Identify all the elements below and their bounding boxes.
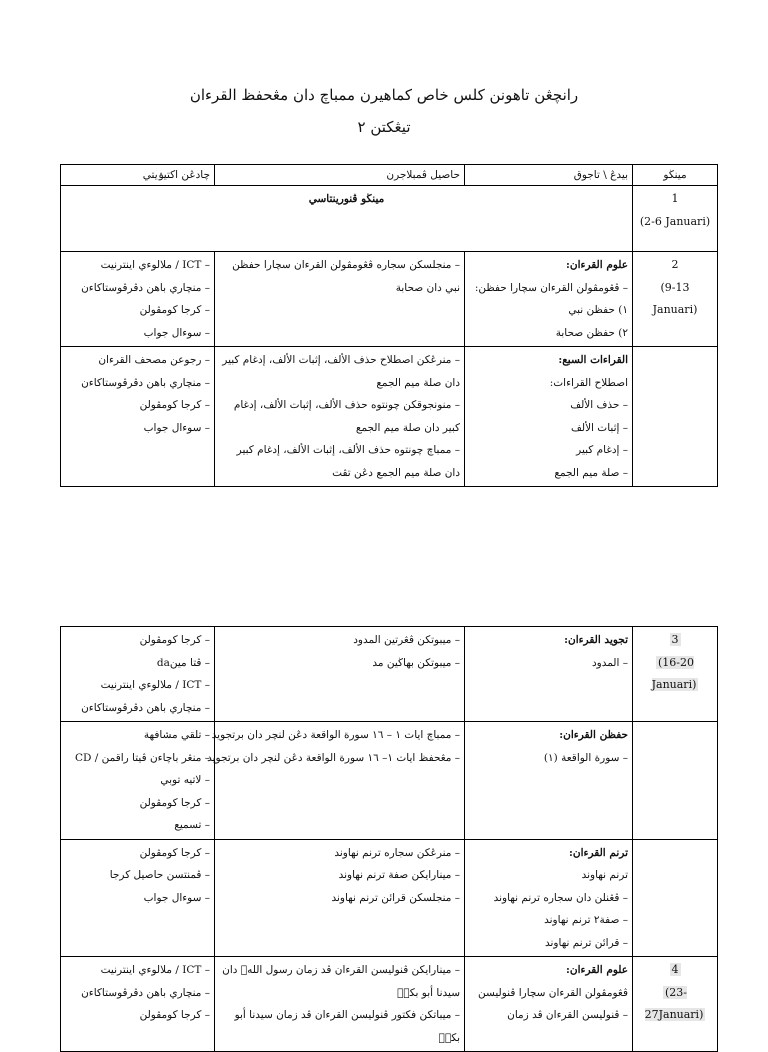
- scheme-table-page-2: [60, 626, 718, 1052]
- table-row: [61, 186, 718, 252]
- unit-cell: تجويد القرءان: – المدود: [465, 627, 633, 722]
- outcome-cell: – منرڠكن اصطلاح حذف الألف، إثبات الألف، إدغام كبير دان صلة ميم الجمع – منونجوقكن چونتوه حذف الألف، إثبات الألف، إدغام كبير دان صلة ميم الجمع – ممباچ چونتوه حذف الألف، إثبات الألف، إدغام كبير دان صلة ميم الجمع دڠن تڤت: [215, 347, 465, 487]
- week-cell: [633, 839, 718, 957]
- activity-cell: – رجوعن مصحف القرءان – منچاري باهن دڤرڤوستاكاءن – كرجا كومڤولن – سوءال جواب: [61, 347, 215, 487]
- outcome-cell: – مينارايكن ڤنوليسن القرءان ڤد زمان رسول اللهﷺ دان سيدنا أبو بكرؓ – ميباتكن فكتور ڤنوليسن القرءان ڤد زمان سيدنا أبو بكرؓ: [215, 957, 465, 1052]
- unit-cell: حفظن القرءان: – سورة الواقعة (١): [465, 722, 633, 840]
- document-subtitle: تيڠكتن ٢: [357, 118, 411, 136]
- outcome-cell: – ميبوتكن ڤڠرتين المدود – ميبوتكن بهاڬين مد: [215, 627, 465, 722]
- table-header-row: [61, 165, 718, 186]
- orientation-cell: مينڬو ڤنورينتاسي: [61, 186, 633, 252]
- table-row: [61, 957, 718, 1052]
- outcome-cell: – منرڠكن سجاره ترنم نهاوند – مينارايكن صفة ترنم نهاوند – منجلسكن قرائن ترنم نهاوند: [215, 839, 465, 957]
- week-cell: [633, 722, 718, 840]
- outcome-cell: – ممباچ ايات ١ – ١٦ سورة الواقعة دڠن لنچر دان برتجويد – مڠحفظ ايات ١– ١٦ سورة الواقعة دڠن لنچر دان برتجويد: [215, 722, 465, 840]
- unit-cell: القراءات السبع: اصطلاح القراءات: – حذف الألف – إثبات الألف – إدغام كبير – صلة ميم الجمع: [465, 347, 633, 487]
- table-row: [61, 839, 718, 957]
- scheme-table-page-1: [60, 164, 718, 487]
- header-activity: چادڠن اكتيۏيتي: [61, 165, 215, 186]
- week-cell: 4 (23-27Januari): [633, 957, 718, 1052]
- table-row: [61, 347, 718, 487]
- table-row: [61, 722, 718, 840]
- outcome-cell: – منجلسكن سجاره ڤڠومڤولن القرءان سچارا حفظن نبي دان صحابة: [215, 252, 465, 347]
- unit-cell: ترنم القرءان: ترنم نهاوند – ڤڠنلن دان سجاره ترنم نهاوند – صفة٢ ترنم نهاوند – قرائن ترنم نهاوند: [465, 839, 633, 957]
- activity-cell: – ICT / ملالوءي اينترنيت – منچاري باهن دڤرڤوستاكاءن – كرجا كومڤولن: [61, 957, 215, 1052]
- unit-cell: علوم القرءان: ڤڠومڤولن القرءان سچارا ڤنوليسن – ڤنوليسن القرءان ڤد زمان: [465, 957, 633, 1052]
- activity-cell: – ICT / ملالوءي اينترنيت – منچاري باهن دڤرڤوستاكاءن – كرجا كومڤولن – سوءال جواب: [61, 252, 215, 347]
- activity-cell: – تلقي مشافهة – منڠر باچاءن ڤيتا راقمن / CD – لاتيه توبي – كرجا كومڤولن – تسميع: [61, 722, 215, 840]
- week-cell: 1 (2-6 Januari): [633, 186, 718, 252]
- activity-cell: – كرجا كومڤولن – ڤمنتسن حاصيل كرجا – سوءال جواب: [61, 839, 215, 957]
- header-unit: بيدڠ \ تاجوق: [465, 165, 633, 186]
- week-cell: 2 (9-13 Januari): [633, 252, 718, 347]
- week-cell: 3 (16-20 Januari): [633, 627, 718, 722]
- week-cell: [633, 347, 718, 487]
- activity-cell: – كرجا كومڤولن – ڤتا مينda – ICT / ملالوءي اينترنيت – منچاري باهن دڤرڤوستاكاءن: [61, 627, 215, 722]
- unit-cell: علوم القرءان: – ڤڠومڤولن القرءان سچارا حفظن: ١) حفظن نبي ٢) حفظن صحابة: [465, 252, 633, 347]
- header-week: مينڬو: [633, 165, 718, 186]
- table-row: [61, 252, 718, 347]
- header-outcome: حاصيل ڤمبلاجرن: [215, 165, 465, 186]
- table-row: [61, 627, 718, 722]
- document-title: رانچڠن تاهونن كلس خاص كماهيرن ممباچ دان مڠحفظ القرءان: [189, 86, 579, 104]
